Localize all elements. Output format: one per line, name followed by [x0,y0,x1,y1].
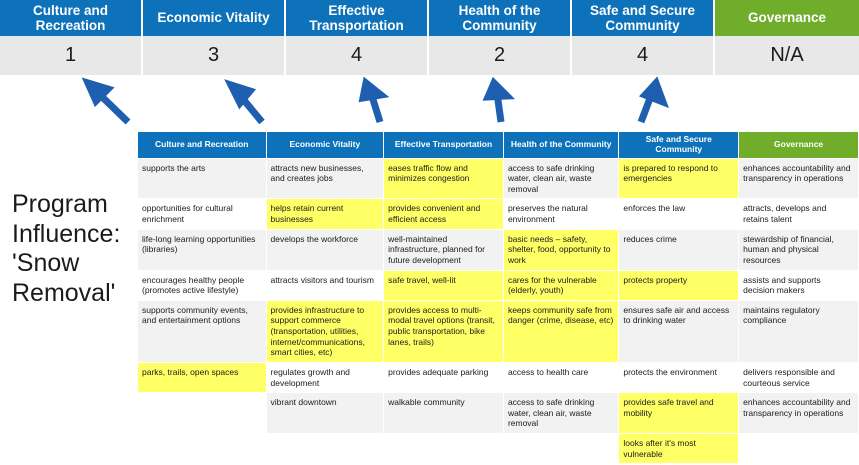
matrix-cell-r1-c1: helps retain current businesses [266,199,384,229]
page-title: Program Influence: 'Snow Removal' [12,190,121,307]
goal-header-band [0,0,859,36]
matrix-cell-r4-c1: provides infrastructure to support commerce (transportation, utilities, internet/communications, smart cities, etc) [266,300,384,362]
matrix-cell-r0-c1: attracts new businesses, and creates jobs [266,158,384,199]
matrix-cell-r4-c2: provides access to multi-modal travel options (transit, public transportation, bike lanes, trails) [384,300,504,362]
matrix-cell-r3-c2: safe travel, well-lit [384,270,504,300]
matrix-cell-r2-c4: reduces crime [619,229,739,270]
matrix-cell-r5-c1: regulates growth and development [266,362,384,392]
matrix-col-header-3: Health of the Community [503,132,618,159]
matrix-cell-r5-c5: delivers responsible and courteous service [739,362,859,392]
matrix-cell-r4-c4: ensures safe air and access to drinking water [619,300,739,362]
matrix-col-header-4: Safe and Secure Community [619,132,739,159]
matrix-cell-r4-c0: supports community events, and entertainment options [138,300,267,362]
matrix-cell-r7-c5 [739,434,859,464]
goal-header-5: Governance [715,0,859,36]
matrix-cell-r4-c5: maintains regulatory compliance [739,300,859,362]
matrix-cell-r6-c1: vibrant downtown [266,393,384,434]
matrix-cell-r3-c0: encourages healthy people (promotes active lifestyle) [138,270,267,300]
matrix-cell-r3-c4: protects property [619,270,739,300]
matrix-col-header-1: Economic Vitality [266,132,384,159]
matrix-cell-r1-c4: enforces the law [619,199,739,229]
matrix-cell-r6-c4: provides safe travel and mobility [619,393,739,434]
arrow-head-4 [488,83,507,97]
matrix-body [138,158,859,464]
matrix-cell-r0-c5: enhances accountability and transparency in operations [739,158,859,199]
matrix-cell-r6-c3: access to safe drinking water, clean air, waste removal [503,393,618,434]
goal-score-4: 4 [572,36,715,75]
matrix-cell-r7-c2 [384,434,504,464]
matrix-cell-r6-c2: walkable community [384,393,504,434]
matrix-col-header-5: Governance [739,132,859,159]
table-row [138,300,859,362]
matrix-cell-r2-c5: stewardship of financial, human and physical resources [739,229,859,270]
arrow-head-3 [363,83,381,98]
matrix-cell-r7-c0 [138,434,267,464]
matrix-cell-r1-c0: opportunities for cultural enrichment [138,199,267,229]
table-row [138,158,859,199]
matrix-cell-r1-c5: attracts, develops and retains talent [739,199,859,229]
matrix-cell-r7-c3 [503,434,618,464]
matrix-cell-r0-c3: access to safe drinking water, clean air, waste removal [503,158,618,199]
matrix-cell-r2-c0: life-long learning opportunities (libraries) [138,229,267,270]
goal-header-2: Effective Transportation [286,0,429,36]
goal-score-2: 4 [286,36,429,75]
matrix-col-header-2: Effective Transportation [384,132,504,159]
matrix-cell-r6-c0 [138,393,267,434]
matrix-cell-r0-c4: is prepared to respond to emergencies [619,158,739,199]
table-row [138,393,859,434]
influence-matrix [137,131,859,464]
table-row [138,270,859,300]
matrix-col-header-0: Culture and Recreation [138,132,267,159]
matrix-cell-r1-c2: provides convenient and efficient access [384,199,504,229]
goal-header-1: Economic Vitality [143,0,286,36]
table-row [138,362,859,392]
matrix-cell-r5-c0: parks, trails, open spaces [138,362,267,392]
matrix-cell-r4-c3: keeps community safe from danger (crime, disease, etc) [503,300,618,362]
goal-score-3: 2 [429,36,572,75]
matrix-cell-r2-c2: well-maintained infrastructure, planned for future development [384,229,504,270]
matrix-cell-r5-c4: protects the environment [619,362,739,392]
goal-score-1: 3 [143,36,286,75]
goal-header-0: Culture and Recreation [0,0,143,36]
matrix-header-row [138,132,859,159]
matrix-cell-r3-c1: attracts visitors and tourism [266,270,384,300]
matrix-cell-r7-c4: looks after it's most vulnerable [619,434,739,464]
matrix-cell-r7-c1 [266,434,384,464]
matrix-cell-r5-c2: provides adequate parking [384,362,504,392]
table-row [138,199,859,229]
matrix-cell-r5-c3: access to health care [503,362,618,392]
table-row [138,229,859,270]
matrix-cell-r1-c3: preserves the natural environment [503,199,618,229]
matrix-cell-r2-c1: develops the workforce [266,229,384,270]
matrix-cell-r6-c5: enhances accountability and transparency in operations [739,393,859,434]
goal-header-3: Health of the Community [429,0,572,36]
goal-score-5: N/A [770,44,804,66]
goal-header-4: Safe and Secure Community [572,0,715,36]
matrix-cell-r0-c0: supports the arts [138,158,267,199]
goal-score-0: 1 [0,36,143,75]
table-row [138,434,859,464]
matrix-cell-r2-c3: basic needs – safety, shelter, food, opportunity to work [503,229,618,270]
matrix-cell-r3-c3: cares for the vulnerable (elderly, youth) [503,270,618,300]
influence-arrows [0,75,859,135]
goal-score-band [0,36,859,75]
arrow-head-5 [645,83,663,102]
matrix-cell-r0-c2: eases traffic flow and minimizes congestion [384,158,504,199]
matrix-cell-r3-c5: assists and supports decision makers [739,270,859,300]
